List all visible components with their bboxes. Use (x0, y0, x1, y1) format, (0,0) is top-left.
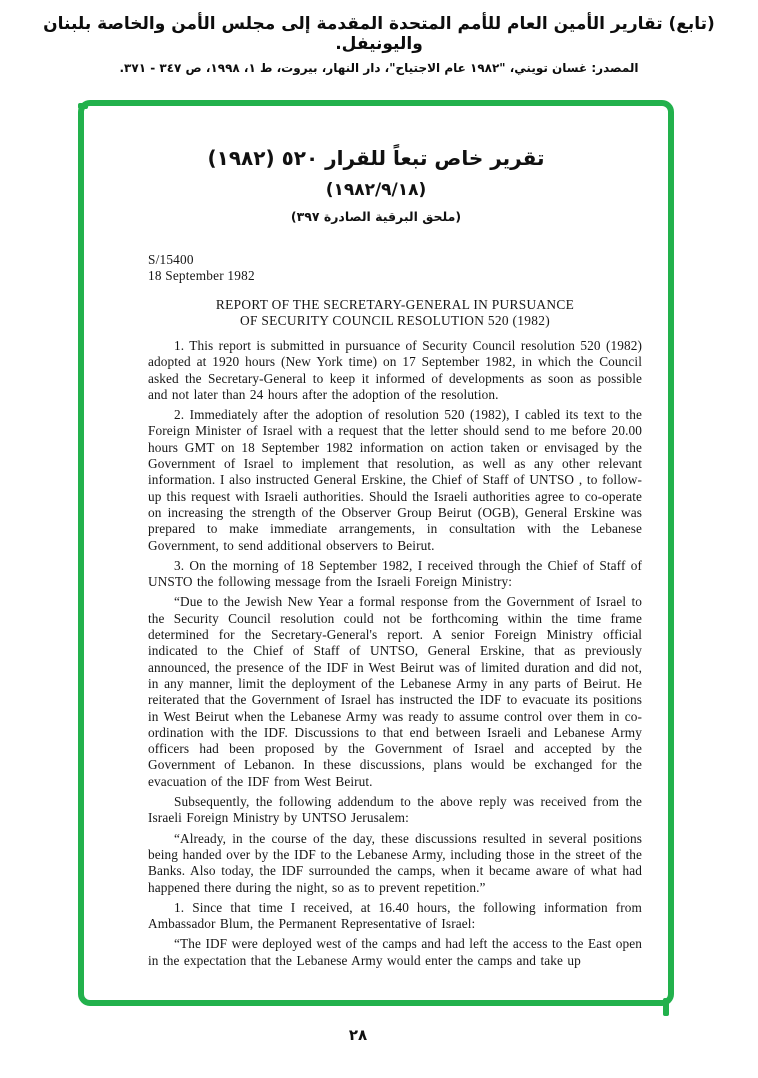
header-series-title: (تابع) تقارير الأمين العام للأمم المتحدة المقدمة إلى مجلس الأمن والخاصة بلبنان واليونيفل. (43, 14, 715, 54)
quoted-idf-deployment: “The IDF were deployed west of the camps and had left the access to the East open in the expectation that the Lebanese Army would enter the camps and take up (148, 936, 642, 968)
header-source-citation: المصدر: غسان تويني، "١٩٨٢ عام الاجتياح"، دار النهار، بيروت، ط ١، ١٩٩٨، ص ٣٤٧ - ٣٧١. (119, 61, 639, 75)
document-date: 18 September 1982 (148, 268, 255, 283)
report-title-line-2: OF SECURITY COUNCIL RESOLUTION 520 (1982) (240, 313, 550, 328)
page-number: ٢٨ (348, 1026, 368, 1044)
paragraph-addendum-intro: Subsequently, the following addendum to the above reply was received from the Israeli Foreign Ministry by UNTSO Jerusalem: (148, 794, 642, 826)
report-title-line-1: REPORT OF THE SECRETARY-GENERAL IN PURSUANCE (215, 297, 575, 312)
paragraph-ambassador-blum-intro: 1. Since that time I received, at 16.40 hours, the following information from Ambassador Blum, the Permanent Representative of Israel: (148, 899, 642, 932)
document-content (84, 106, 668, 973)
quoted-message-israeli-foreign-ministry: “Due to the Jewish New Year a formal response from the Government of Israel to the Security Council resolution could not be forthcoming within the time frame determined for the Secretary-General's report. A senior Foreign Ministry official indicated to the Chief of Staff of UNTSO, General Erskine, that as previously announced, the presence of the IDF in West Beirut was of limited duration and did not, in any manner, limit the deployment of the Lebanese Army in any parts of Beirut. He reiterated that the Government of Israel has instructed the IDF to evacuate its positions in West Beirut when the Lebanese Army was ready to assume control over them in co-ordination with the IDF. Discussions to that end between Israeli and Lebanese Army officers had been proposed by the Government of Israel and accepted by the Government of Lebanon. In these discussions, plans would be exchanged for the evacuation of the IDF from West Beirut. (148, 594, 642, 789)
document-meta (148, 252, 642, 284)
paragraph-3: 3. On the morning of 18 September 1982, I received through the Chief of Staff of UNSTO the following message from the Israeli Foreign Ministry: (148, 557, 642, 590)
document-symbol: S/15400 (148, 252, 194, 267)
report-paragraphs (148, 338, 642, 969)
quoted-addendum: “Already, in the course of the day, these discussions resulted in several positions being handed over by the IDF to the Lebanese Army, including those in the street of the Banks. Also today, the IDF surrounded the camps, when it became aware of what had happened there during the night, so as to prevent repetition.” (148, 830, 642, 895)
paragraph-1: 1. This report is submitted in pursuance of Security Council resolution 520 (1982) adopted at 1920 hours (New York time) on 17 September 1982, in which the Council asked the Secretary-General to keep it informed of developments as soon as possible and not later than 24 hours after the adoption of the resolution. (148, 338, 642, 402)
arabic-header (0, 14, 758, 75)
paragraph-2: 2. Immediately after the adoption of resolution 520 (1982), I cabled its text to the Foreign Minister of Israel with a request that the letter should send to me before 20.00 hours GMT on 18 September 1982 information on action taken or envisaged by the Government of Israel to implement that resolution, as well as any other relevant information. I also instructed General Erskine, the Chief of Staff of UNTSO , to follow-up this request with Israeli authorities. Should the Israeli authorities agree to co-operate on increasing the strength of the Observer Group Beirut (OGB), General Erskine was prepared to make immediate arrangements, in consultation with the Lebanese Government, to send additional observers to Beirut. (148, 407, 642, 553)
report-title (148, 297, 642, 329)
arabic-title-date: (١٩٨٢/٩/١٨) (325, 180, 427, 200)
arabic-title-line: تقرير خاص تبعاً للقرار ٥٢٠ (١٩٨٢) (207, 146, 545, 170)
arabic-document-title (84, 146, 668, 224)
document-body (148, 252, 642, 969)
frame-stroke-overshoot-bottom-right (663, 998, 669, 1016)
arabic-title-annex-note: (ملحق البرقية الصادرة ٣٩٧) (290, 209, 462, 224)
